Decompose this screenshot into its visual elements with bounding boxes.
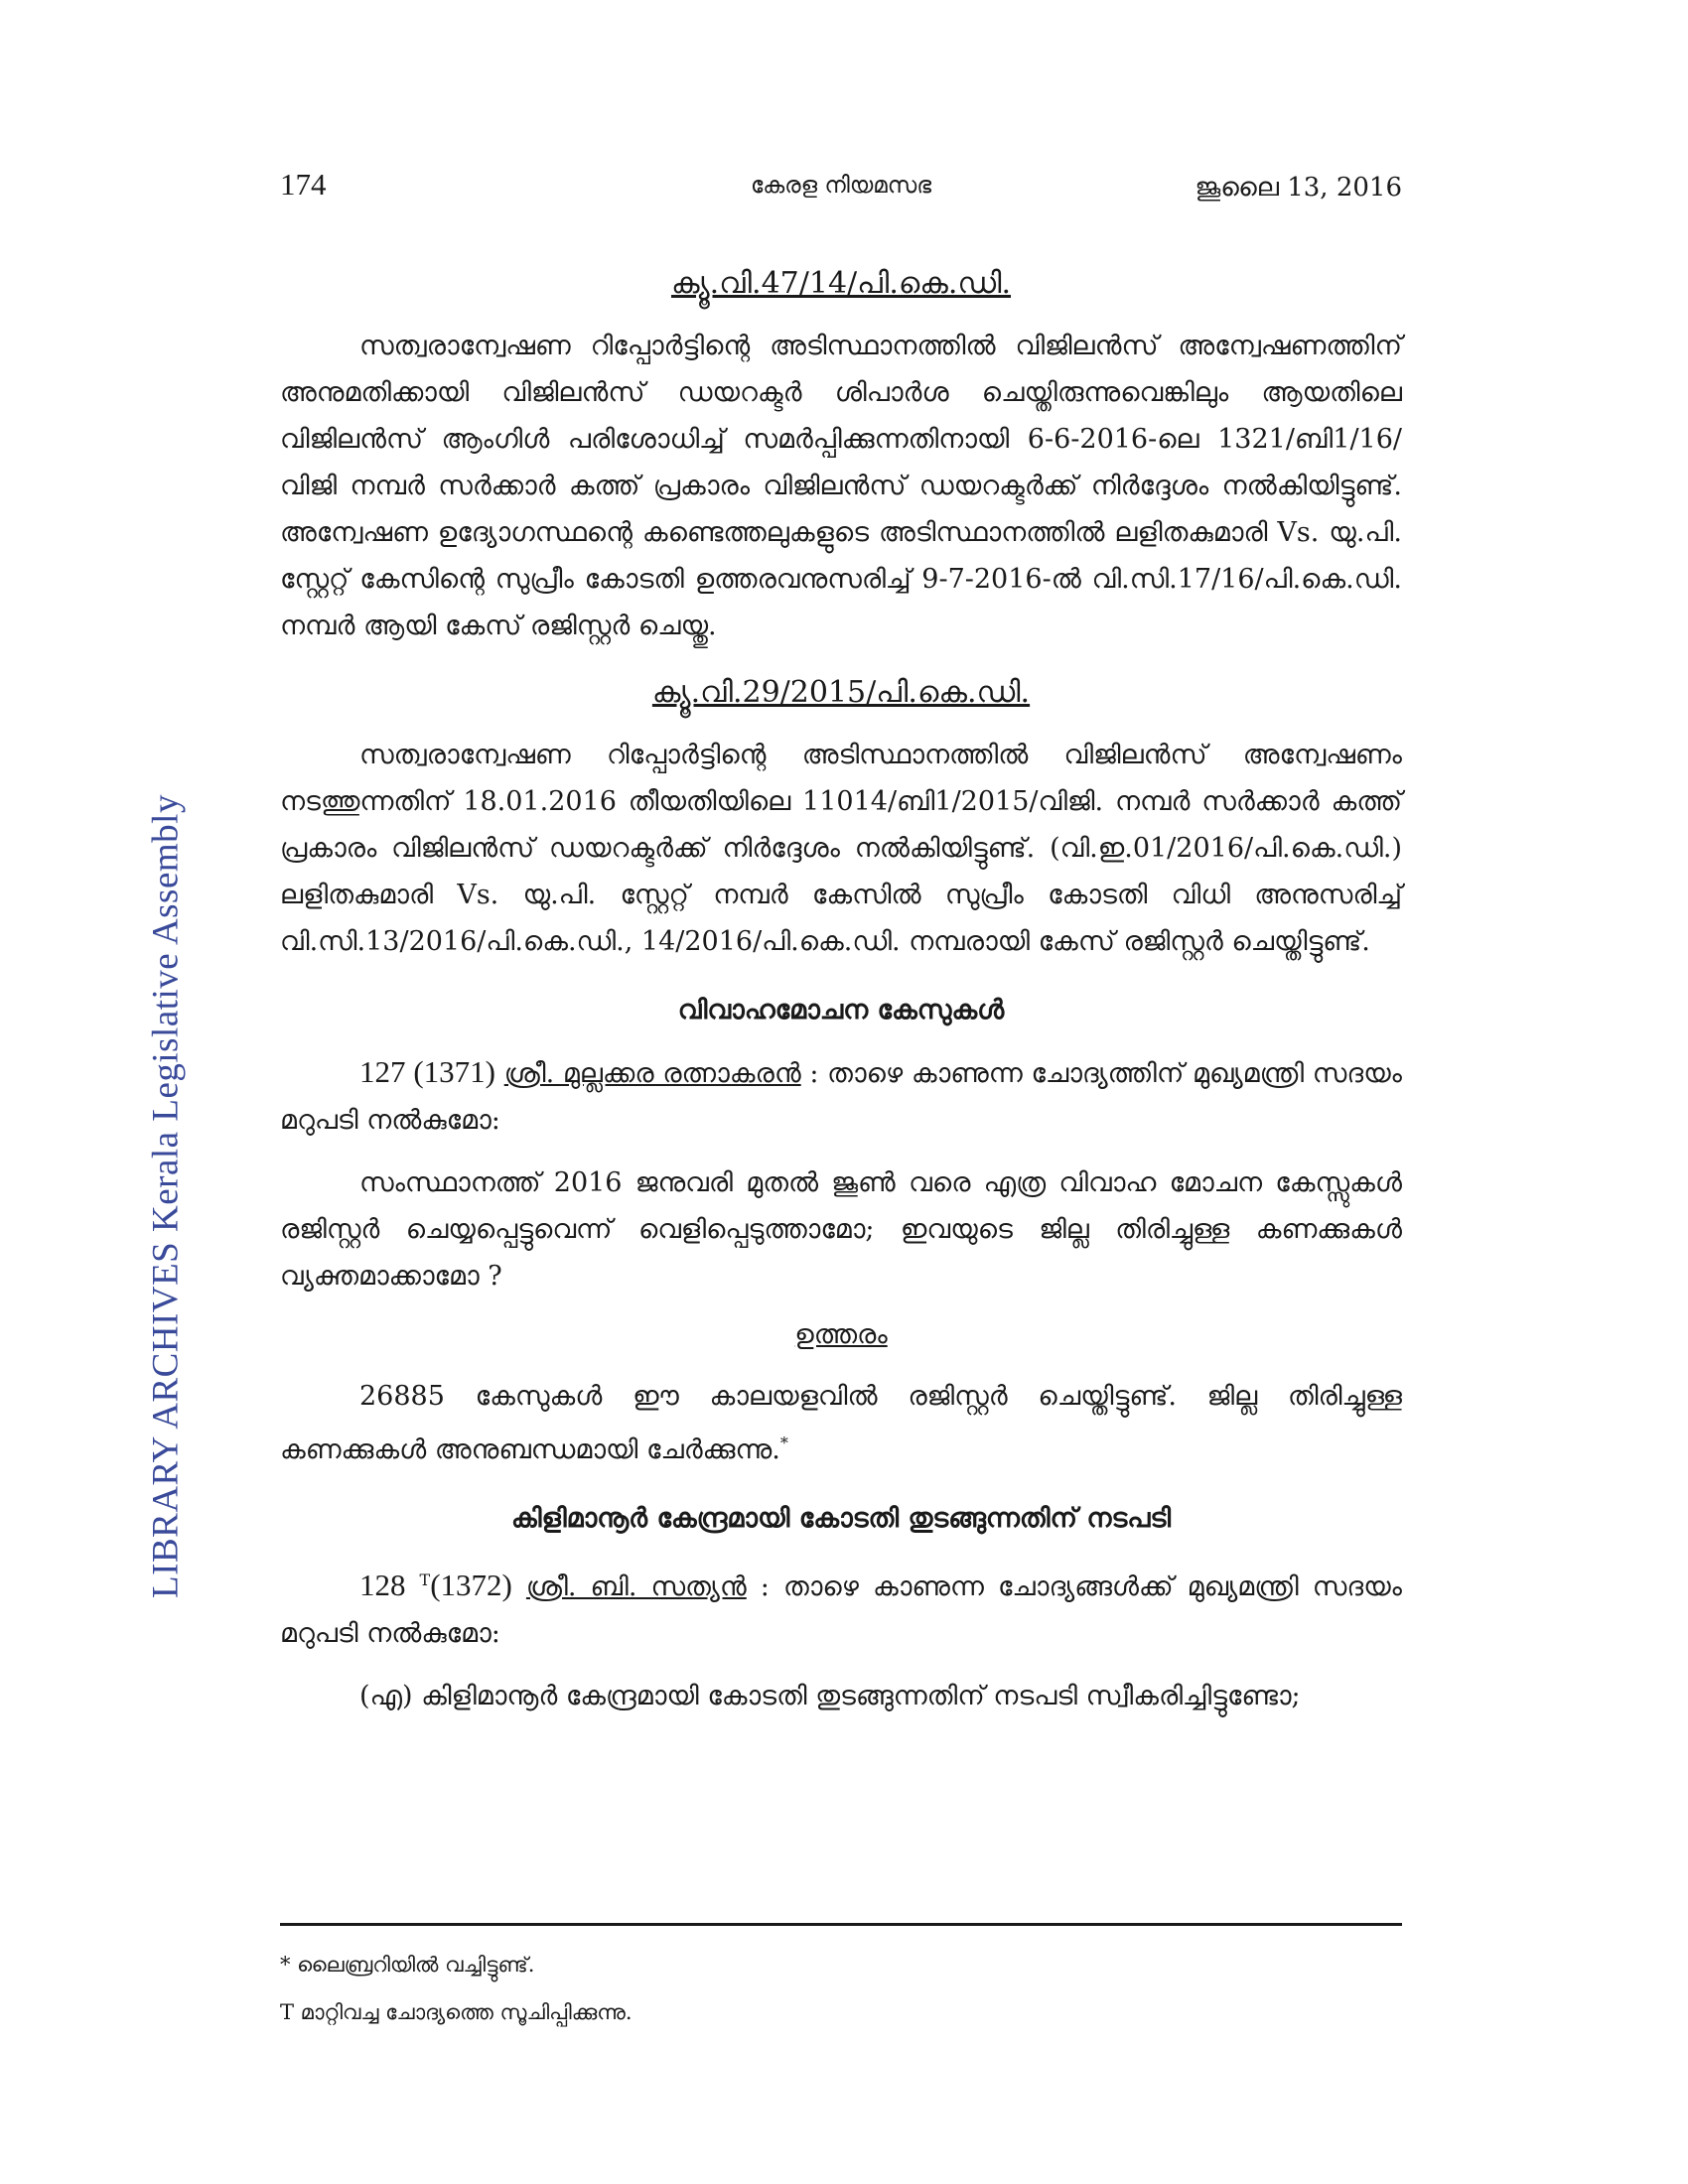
- page-number: 174: [280, 167, 327, 202]
- footnote-divider: [280, 1923, 1402, 1926]
- question-item-a: (എ) കിളിമാനൂർ കേന്ദ്രമായി കോടതി തുടങ്ങുന്നതിന് നടപടി സ്വീകരിച്ചിട്ടുണ്ടോ;: [359, 1681, 1301, 1711]
- question-text: സംസ്ഥാനത്ത് 2016 ജനുവരി മുതൽ ജൂൺ വരെ എത്ര വിവാഹ മോചന കേസ്സുകൾ രജിസ്റ്റർ ചെയ്യപ്പെട്ടുവെന്ന് വെളിപ്പെടുത്താമോ; ഇവയുടെ ജില്ല തിരിച്ചുള്ള കണക്കുകൾ വ്യക്തമാക്കാമോ ?: [280, 1167, 1402, 1292]
- archive-watermark: LIBRARY ARCHIVES Kerala Legislative Assembly: [145, 794, 187, 1598]
- section-paragraph: സത്വരാന്വേഷണ റിപ്പോർട്ടിന്റെ അടിസ്ഥാനത്തിൽ വിജിലൻസ് അന്വേഷണത്തിന് അനുമതിക്കായി വിജിലൻസ് ഡയറക്ടർ ശിപാർശ ചെയ്തിരുന്നുവെങ്കിലും ആയതിലെ വിജിലൻസ് ആംഗിൾ പരിശോധിച്ച് സമർപ്പിക്കുന്നതിനായി 6-6-2016-ലെ 1321/ബി1/16/വിജി നമ്പർ സർക്കാർ കത്ത് പ്രകാരം വിജിലൻസ് ഡയറക്ടർക്ക് നിർദ്ദേശം നൽകിയിട്ടുണ്ട്. അന്വേഷണ ഉദ്യോഗസ്ഥന്റെ കണ്ടെത്തലുകളുടെ അടിസ്ഥാനത്തിൽ ലളിതകുമാരി Vs. യു.പി. സ്റ്റേറ്റ് കേസിന്റെ സുപ്രീം കോടതി ഉത്തരവനുസരിച്ച് 9-7-2016-ൽ വി.സി.17/16/പി.കെ.ഡി. നമ്പർ ആയി കേസ് രജിസ്റ്റർ ചെയ്തു.: [280, 331, 1402, 641]
- answer-text: [280, 1373, 1402, 1473]
- section-paragraph: സത്വരാന്വേഷണ റിപ്പോർട്ടിന്റെ അടിസ്ഥാനത്തിൽ വിജിലൻസ് അന്വേഷണം നടത്തുന്നതിന് 18.01.2016 തീയതിയിലെ 11014/ബി1/2015/വിജി. നമ്പർ സർക്കാർ കത്ത് പ്രകാരം വിജിലൻസ് ഡയറക്ടർക്ക് നിർദ്ദേശം നൽകിയിട്ടുണ്ട്. (വി.ഇ.01/2016/പി.കെ.ഡി.) ലളിതകുമാരി Vs. യു.പി. സ്റ്റേറ്റ് നമ്പർ കേസിൽ സുപ്രീം കോടതി വിധി അനുസരിച്ച് വി.സി.13/2016/പി.കെ.ഡി., 14/2016/പി.കെ.ഡി. നമ്പരായി കേസ് രജിസ്റ്റർ ചെയ്തിട്ടുണ്ട്.: [280, 740, 1402, 957]
- question-title: വിവാഹമോചന കേസുകൾ: [677, 995, 1005, 1025]
- section-heading: ക്യൂ.വി.47/14/പി.കെ.ഡി.: [670, 266, 1012, 301]
- footnote-item: T മാറ്റിവച്ച ചോദ്യത്തെ സൂചിപ്പിക്കുന്നു.: [280, 2000, 633, 2024]
- member-name: ശ്രീ. മുല്ലക്കര രത്നാകരൻ: [503, 1058, 801, 1089]
- question-title: കിളിമാനൂർ കേന്ദ്രമായി കോടതി തുടങ്ങുന്നതിന് നടപടി: [510, 1503, 1172, 1534]
- question-intro-text: : താഴെ കാണുന്ന ചോദ്യങ്ങൾക്ക് മുഖ്യമന്ത്രി സദയം മറുപടി നൽകുമോ:: [280, 1571, 1402, 1649]
- question-number: 127 (1371): [359, 1054, 496, 1089]
- footnote-marker: *: [779, 1433, 788, 1452]
- page-body: [280, 266, 1402, 1735]
- question-serial: (1372): [430, 1568, 512, 1602]
- header-date: ജൂലൈ 13, 2016: [1195, 173, 1402, 203]
- footnote-item: * ലൈബ്രറിയിൽ വച്ചിട്ടുണ്ട്.: [280, 1953, 535, 1977]
- question-number: 128: [359, 1568, 406, 1602]
- member-name: ശ്രീ. ബി. സത്യൻ: [525, 1571, 747, 1602]
- postponed-marker: T: [419, 1570, 431, 1589]
- question-intro: [280, 1048, 1402, 1144]
- question-intro-text: : താഴെ കാണുന്ന ചോദ്യത്തിന് മുഖ്യമന്ത്രി സദയം മറുപടി നൽകുമോ:: [280, 1058, 1402, 1136]
- answer-body: 26885 കേസുകൾ ഈ കാലയളവിൽ രജിസ്റ്റർ ചെയ്തിട്ടുണ്ട്. ജില്ല തിരിച്ചുള്ള കണക്കുകൾ അനുബന്ധമായി ചേർക്കുന്നു.: [280, 1381, 1402, 1465]
- page-header: [280, 167, 1402, 216]
- question-intro: [280, 1557, 1402, 1657]
- header-title: കേരള നിയമസഭ: [750, 173, 932, 199]
- section-heading: ക്യൂ.വി.29/2015/പി.കെ.ഡി.: [651, 675, 1031, 710]
- answer-heading: ഉത്തരം: [794, 1319, 888, 1350]
- footnotes: [280, 1941, 1402, 2036]
